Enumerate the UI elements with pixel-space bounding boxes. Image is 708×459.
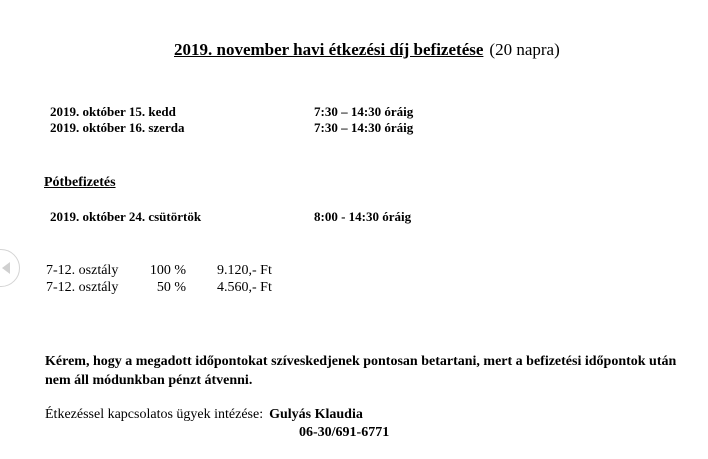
fee-row: [46, 279, 346, 296]
notice-text: Kérem, hogy a megadott időpontokat szíveskedjenek pontosan betartani, mert a befizetési időpontok után nem áll módunkban pénzt átvenni.: [45, 354, 677, 388]
contact-phone: 06-30/691-6771: [299, 425, 390, 440]
schedule-time: 7:30 – 14:30 óráig: [314, 104, 414, 119]
schedule-row: [50, 209, 550, 225]
document-title: [174, 40, 560, 60]
title-main: 2019. november havi étkezési díj befizetése: [174, 40, 484, 59]
late-payment-date: 2019. október 24. csütörtök: [50, 209, 202, 224]
late-payment-time: 8:00 - 14:30 óráig: [314, 209, 412, 224]
fee-class: 7-12. osztály: [46, 280, 119, 295]
fee-amount: 9.120,- Ft: [217, 263, 272, 278]
schedule-row: [50, 104, 550, 120]
schedule-date: 2019. október 15. kedd: [50, 104, 176, 119]
contact-name: Gulyás Klaudia: [269, 407, 363, 422]
fee-class: 7-12. osztály: [46, 263, 119, 278]
fee-row: [46, 262, 346, 279]
late-payment-heading: Pótbefizetés: [44, 175, 116, 190]
contact-label: Étkezéssel kapcsolatos ügyek intézése:: [45, 407, 264, 422]
title-sub: (20 napra): [489, 40, 560, 59]
fee-amount: 4.560,- Ft: [217, 280, 272, 295]
contact-line: [45, 405, 363, 425]
chevron-left-icon[interactable]: [0, 249, 20, 287]
fee-percent: 50 %: [156, 280, 186, 295]
schedule-row: [50, 120, 550, 136]
schedule-time: 7:30 – 14:30 óráig: [314, 120, 414, 135]
fee-percent: 100 %: [149, 263, 186, 278]
schedule-date: 2019. október 16. szerda: [50, 120, 185, 135]
chevron-left-icon-glyph: [2, 262, 10, 274]
